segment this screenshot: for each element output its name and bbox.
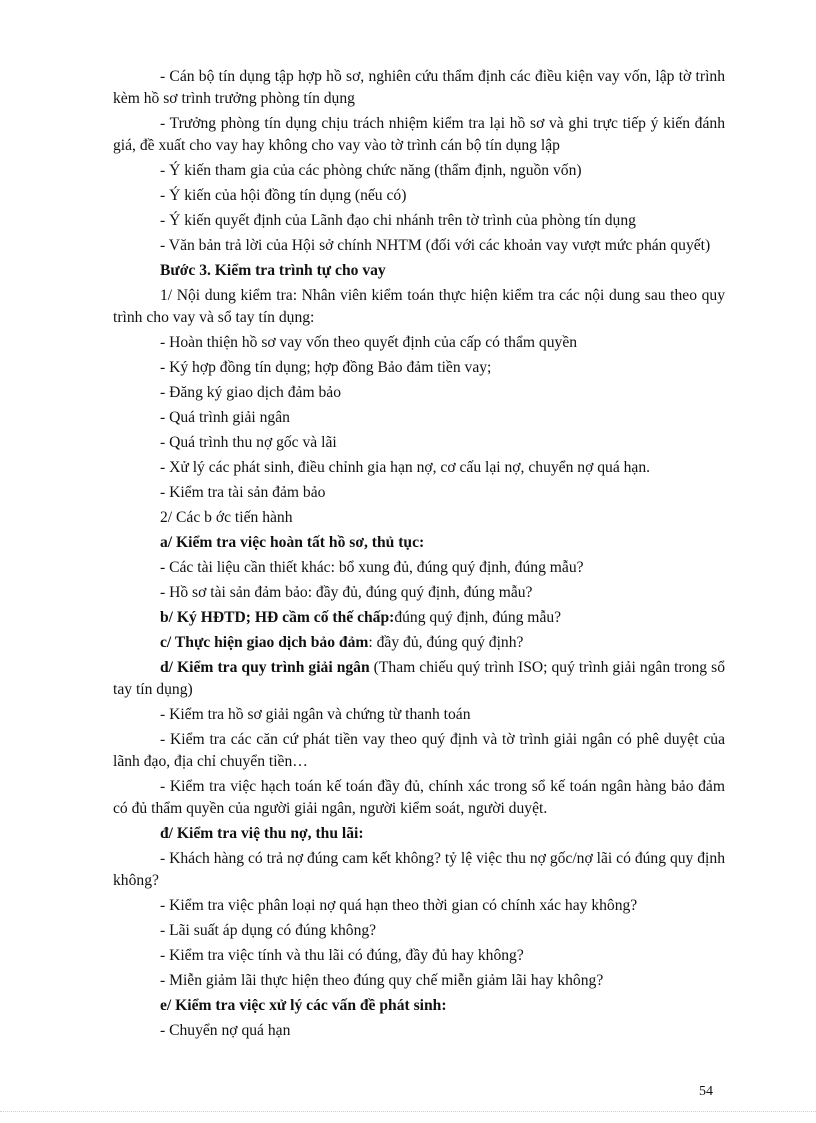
step-text: (Tham chiếu quý trình ISO; quý trình giải ngân trong sổ tay tín dụng) (113, 659, 725, 698)
paragraph: - Trưởng phòng tín dụng chịu trách nhiệm kiểm tra lại hồ sơ và ghi trực tiếp ý kiến đánh giá, đề xuất cho vay hay không cho vay vào tờ trình cán bộ tín dụng lập (113, 115, 725, 154)
list-item: - Kiểm tra hồ sơ giải ngân và chứng từ thanh toán (160, 706, 471, 723)
paragraph: - Kiểm tra các căn cứ phát tiền vay theo quý định và tờ trình giải ngân có phê duyệt của lãnh đạo, địa chỉ chuyển tiền… (113, 731, 725, 770)
list-item: - Miễn giảm lãi thực hiện theo đúng quy chế miễn giảm lãi hay không? (160, 972, 604, 989)
step-heading: c/ Thực hiện giao dịch bảo đảm (160, 634, 369, 651)
list-item: - Ký hợp đồng tín dụng; hợp đồng Bảo đảm tiền vay; (160, 359, 492, 376)
paragraph: - Văn bản trả lời của Hội sở chính NHTM (đối với các khoản vay vượt mức phán quyết) (160, 237, 711, 254)
page-number: 54 (699, 1084, 713, 1099)
list-item: - Xử lý các phát sinh, điều chỉnh gia hạn nợ, cơ cấu lại nợ, chuyển nợ quá hạn. (160, 459, 651, 476)
step-text: đúng quý định, đúng mẫu? (394, 609, 562, 626)
step-heading: b/ Ký HĐTD; HĐ cầm cố thế chấp: (160, 609, 395, 626)
list-item: - Hoàn thiện hồ sơ vay vốn theo quyết định của cấp có thẩm quyền (160, 334, 578, 351)
list-item: - Kiểm tra việc tính và thu lãi có đúng, đầy đủ hay không? (160, 947, 524, 964)
step-heading: d/ Kiểm tra quy trình giải ngân (160, 659, 370, 676)
step-heading: đ/ Kiểm tra việ thu nợ, thu lãi: (160, 825, 364, 842)
list-item: - Quá trình giải ngân (160, 409, 290, 426)
list-item: - Kiểm tra việc phân loại nợ quá hạn theo thời gian có chính xác hay không? (160, 897, 638, 914)
subheading: 2/ Các b ớc tiến hành (160, 509, 293, 526)
step-line (113, 607, 725, 629)
section-heading: Bước 3. Kiểm tra trình tự cho vay (160, 262, 386, 279)
list-item: - Ý kiến của hội đồng tín dụng (nếu có) (160, 187, 407, 204)
step-line (113, 632, 725, 654)
paragraph: 1/ Nội dung kiểm tra: Nhân viên kiểm toán thực hiện kiểm tra các nội dung sau theo quy trình cho vay và sổ tay tín dụng: (113, 287, 725, 326)
list-item: - Ý kiến tham gia của các phòng chức năng (thẩm định, nguồn vốn) (160, 162, 582, 179)
list-item: - Chuyển nợ quá hạn (160, 1022, 291, 1039)
page-body (113, 66, 725, 1045)
list-item: - Ý kiến quyết định của Lãnh đạo chi nhánh trên tờ trình của phòng tín dụng (160, 212, 636, 229)
list-item: - Các tài liệu cần thiết khác: bổ xung đủ, đúng quý định, đúng mẫu? (160, 559, 584, 576)
list-item: - Đăng ký giao dịch đảm bảo (160, 384, 342, 401)
paragraph: - Kiểm tra việc hạch toán kế toán đầy đủ, chính xác trong sổ kế toán ngân hàng bảo đảm có đủ thẩm quyền của người giải ngân, người kiểm soát, người duyệt. (113, 778, 725, 817)
step-text: : đầy đủ, đúng quý định? (368, 634, 524, 651)
list-item: - Hồ sơ tài sản đảm bảo: đầy đủ, đúng quý định, đúng mẫu? (160, 584, 533, 601)
step-heading: e/ Kiểm tra việc xử lý các vấn đề phát sinh: (160, 997, 447, 1014)
step-heading: a/ Kiểm tra việc hoàn tất hồ sơ, thủ tục: (160, 534, 425, 551)
list-item: - Quá trình thu nợ gốc và lãi (160, 434, 337, 451)
list-item: - Lãi suất áp dụng có đúng không? (160, 922, 377, 939)
step-line (113, 657, 725, 701)
paragraph: - Khách hàng có trả nợ đúng cam kết không? tỷ lệ việc thu nợ gốc/nợ lãi có đúng quy định không? (113, 850, 725, 889)
list-item: - Kiểm tra tài sản đảm bảo (160, 484, 326, 501)
paragraph: - Cán bộ tín dụng tập hợp hồ sơ, nghiên cứu thẩm định các điều kiện vay vốn, lập tờ trình kèm hồ sơ trình trưởng phòng tín dụng (113, 68, 725, 107)
page-divider (0, 1111, 816, 1112)
